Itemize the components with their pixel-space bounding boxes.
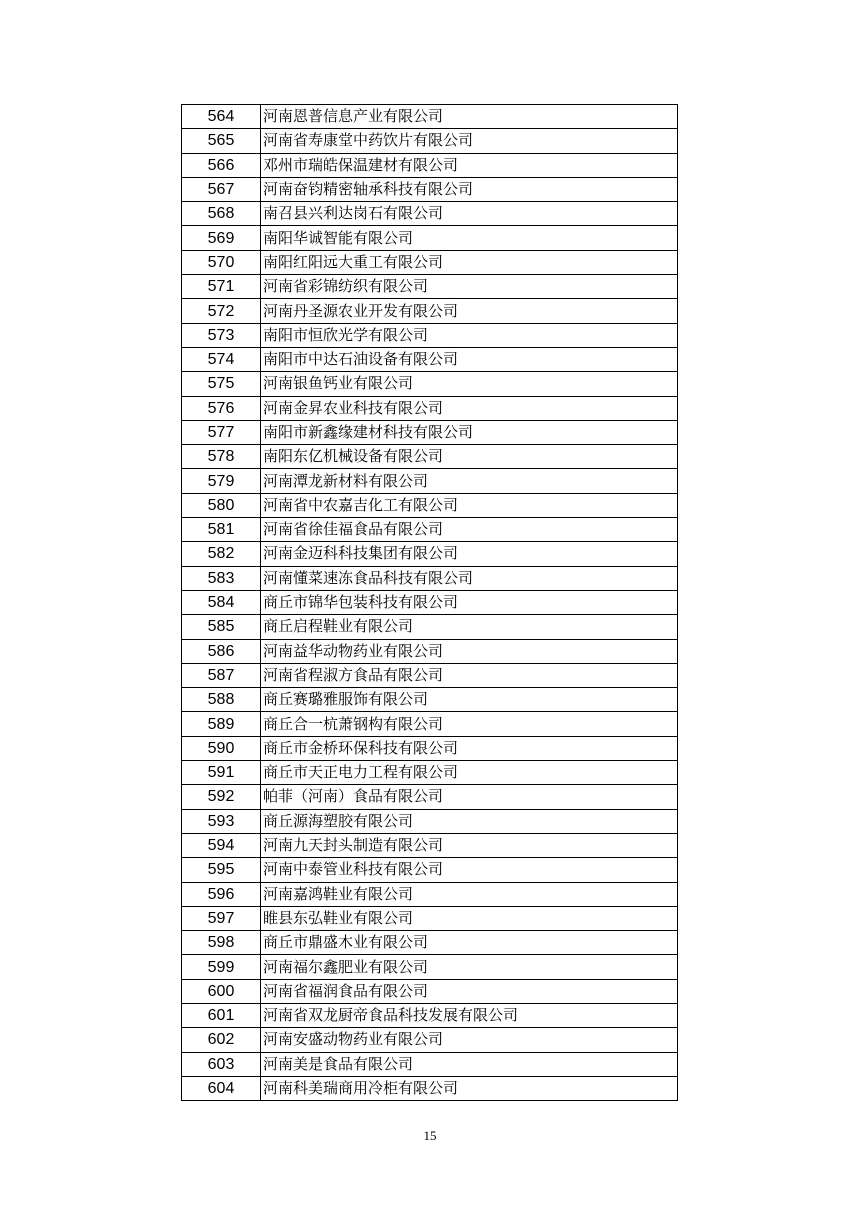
table-row [182, 736, 678, 760]
table-row [182, 809, 678, 833]
company-name-cell: 河南丹圣源农业开发有限公司 [261, 299, 678, 323]
table-row [182, 858, 678, 882]
table-row [182, 347, 678, 371]
row-number-cell: 573 [182, 323, 261, 347]
company-name-cell: 河南省福润食品有限公司 [261, 979, 678, 1003]
row-number-cell: 569 [182, 226, 261, 250]
row-number-cell: 601 [182, 1003, 261, 1027]
table-row [182, 202, 678, 226]
table-row [182, 688, 678, 712]
row-number-cell: 575 [182, 372, 261, 396]
table-row [182, 445, 678, 469]
table-row [182, 566, 678, 590]
company-name-cell: 南阳东亿机械设备有限公司 [261, 445, 678, 469]
row-number-cell: 593 [182, 809, 261, 833]
table-row [182, 1003, 678, 1027]
company-name-cell: 河南省中农嘉吉化工有限公司 [261, 493, 678, 517]
table-row [182, 372, 678, 396]
row-number-cell: 579 [182, 469, 261, 493]
row-number-cell: 567 [182, 177, 261, 201]
company-name-cell: 睢县东弘鞋业有限公司 [261, 906, 678, 930]
table-row [182, 396, 678, 420]
row-number-cell: 582 [182, 542, 261, 566]
row-number-cell: 597 [182, 906, 261, 930]
row-number-cell: 583 [182, 566, 261, 590]
row-number-cell: 564 [182, 105, 261, 129]
company-name-cell: 商丘源海塑胶有限公司 [261, 809, 678, 833]
company-name-cell: 商丘市金桥环保科技有限公司 [261, 736, 678, 760]
table-row [182, 323, 678, 347]
table-row [182, 518, 678, 542]
row-number-cell: 571 [182, 275, 261, 299]
company-name-cell: 商丘市锦华包装科技有限公司 [261, 590, 678, 614]
table-row [182, 493, 678, 517]
table-row [182, 615, 678, 639]
company-name-cell: 商丘启程鞋业有限公司 [261, 615, 678, 639]
company-name-cell: 商丘市天正电力工程有限公司 [261, 761, 678, 785]
row-number-cell: 596 [182, 882, 261, 906]
row-number-cell: 604 [182, 1076, 261, 1100]
company-name-cell: 帕菲（河南）食品有限公司 [261, 785, 678, 809]
company-name-cell: 商丘市鼎盛木业有限公司 [261, 931, 678, 955]
table-row [182, 639, 678, 663]
company-name-cell: 河南省徐佳福食品有限公司 [261, 518, 678, 542]
row-number-cell: 602 [182, 1028, 261, 1052]
table-row [182, 275, 678, 299]
row-number-cell: 572 [182, 299, 261, 323]
row-number-cell: 578 [182, 445, 261, 469]
table-row [182, 1028, 678, 1052]
row-number-cell: 594 [182, 833, 261, 857]
row-number-cell: 577 [182, 420, 261, 444]
company-name-cell: 南阳市恒欣光学有限公司 [261, 323, 678, 347]
table-row [182, 590, 678, 614]
row-number-cell: 599 [182, 955, 261, 979]
row-number-cell: 576 [182, 396, 261, 420]
page-number: 15 [423, 1128, 437, 1143]
company-name-cell: 河南金昇农业科技有限公司 [261, 396, 678, 420]
company-name-cell: 商丘合一杭萧钢构有限公司 [261, 712, 678, 736]
table-row [182, 761, 678, 785]
company-name-cell: 河南嘉鸿鞋业有限公司 [261, 882, 678, 906]
company-name-cell: 河南潭龙新材料有限公司 [261, 469, 678, 493]
row-number-cell: 586 [182, 639, 261, 663]
company-name-cell: 邓州市瑞皓保温建材有限公司 [261, 153, 678, 177]
table-row [182, 177, 678, 201]
company-name-cell: 南阳华诚智能有限公司 [261, 226, 678, 250]
company-name-cell: 南阳市中达石油设备有限公司 [261, 347, 678, 371]
company-name-cell: 南召县兴利达岗石有限公司 [261, 202, 678, 226]
company-name-cell: 河南省寿康堂中药饮片有限公司 [261, 129, 678, 153]
row-number-cell: 587 [182, 663, 261, 687]
table-row [182, 250, 678, 274]
row-number-cell: 591 [182, 761, 261, 785]
row-number-cell: 588 [182, 688, 261, 712]
row-number-cell: 568 [182, 202, 261, 226]
row-number-cell: 585 [182, 615, 261, 639]
row-number-cell: 581 [182, 518, 261, 542]
row-number-cell: 589 [182, 712, 261, 736]
company-name-cell: 河南恩普信息产业有限公司 [261, 105, 678, 129]
table-row [182, 226, 678, 250]
table-row [182, 785, 678, 809]
table-row [182, 979, 678, 1003]
table-row [182, 955, 678, 979]
table-row [182, 833, 678, 857]
company-name-cell: 河南中泰管业科技有限公司 [261, 858, 678, 882]
company-name-cell: 河南奋钧精密轴承科技有限公司 [261, 177, 678, 201]
table-row [182, 542, 678, 566]
company-name-cell: 河南省彩锦纺织有限公司 [261, 275, 678, 299]
table-row [182, 931, 678, 955]
company-list-table [181, 104, 678, 1101]
row-number-cell: 590 [182, 736, 261, 760]
row-number-cell: 580 [182, 493, 261, 517]
company-name-cell: 南阳红阳远大重工有限公司 [261, 250, 678, 274]
table-body [182, 105, 678, 1101]
table-row [182, 1076, 678, 1100]
company-name-cell: 河南安盛动物药业有限公司 [261, 1028, 678, 1052]
table-row [182, 882, 678, 906]
table-row [182, 420, 678, 444]
company-name-cell: 河南懂菜速冻食品科技有限公司 [261, 566, 678, 590]
row-number-cell: 592 [182, 785, 261, 809]
row-number-cell: 598 [182, 931, 261, 955]
company-name-cell: 河南益华动物药业有限公司 [261, 639, 678, 663]
company-name-cell: 河南省双龙厨帝食品科技发展有限公司 [261, 1003, 678, 1027]
company-name-cell: 南阳市新鑫缘建材科技有限公司 [261, 420, 678, 444]
table-row [182, 1052, 678, 1076]
table-row [182, 469, 678, 493]
table-row [182, 712, 678, 736]
company-name-cell: 河南福尔鑫肥业有限公司 [261, 955, 678, 979]
row-number-cell: 600 [182, 979, 261, 1003]
row-number-cell: 595 [182, 858, 261, 882]
row-number-cell: 565 [182, 129, 261, 153]
table-row [182, 153, 678, 177]
row-number-cell: 584 [182, 590, 261, 614]
company-name-cell: 商丘赛璐雅服饰有限公司 [261, 688, 678, 712]
table-row [182, 906, 678, 930]
company-name-cell: 河南科美瑞商用冷柜有限公司 [261, 1076, 678, 1100]
table-row [182, 299, 678, 323]
row-number-cell: 570 [182, 250, 261, 274]
company-name-cell: 河南九天封头制造有限公司 [261, 833, 678, 857]
company-name-cell: 河南省程淑方食品有限公司 [261, 663, 678, 687]
row-number-cell: 566 [182, 153, 261, 177]
table-row [182, 129, 678, 153]
table-row [182, 105, 678, 129]
company-name-cell: 河南美是食品有限公司 [261, 1052, 678, 1076]
company-name-cell: 河南金迈科科技集团有限公司 [261, 542, 678, 566]
company-name-cell: 河南银鱼钙业有限公司 [261, 372, 678, 396]
row-number-cell: 574 [182, 347, 261, 371]
table-row [182, 663, 678, 687]
row-number-cell: 603 [182, 1052, 261, 1076]
